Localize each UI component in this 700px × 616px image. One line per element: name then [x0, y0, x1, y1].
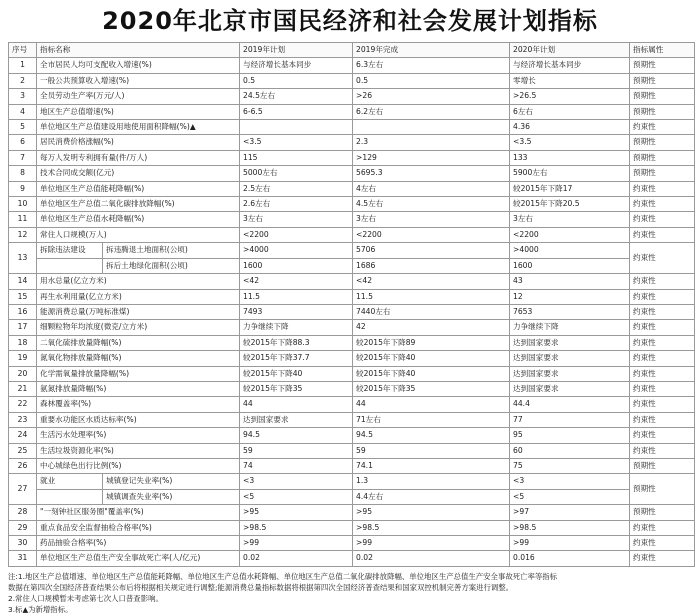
table-row: [9, 104, 695, 119]
table-header-row: [9, 43, 695, 58]
done-2019-value: 0.5: [353, 73, 510, 88]
row-number: 30: [9, 536, 37, 551]
indicator-attribute: 约束性: [630, 397, 695, 412]
row-number: 2: [9, 73, 37, 88]
table-row: [9, 458, 695, 473]
plan-2019-value: 较2015年下降37.7: [240, 351, 353, 366]
indicator-name: 再生水利用量(亿立方米): [37, 289, 240, 304]
done-2019-value: 1686: [353, 258, 510, 273]
row-number: 15: [9, 289, 37, 304]
indicator-attribute: 约束性: [630, 227, 695, 242]
done-2019-value: 71左右: [353, 412, 510, 427]
indicator-name: 常住人口规模(万人): [37, 227, 240, 242]
done-2019-value: 较2015年下降40: [353, 366, 510, 381]
plan-2020-value: 6左右: [510, 104, 630, 119]
done-2019-value: >99: [353, 536, 510, 551]
indicator-attribute: 预期性: [630, 505, 695, 520]
plan-2019-value: >99: [240, 536, 353, 551]
done-2019-value: 1.3: [353, 474, 510, 489]
table-row: [9, 551, 695, 566]
plan-2020-value: 零增长: [510, 73, 630, 88]
indicator-attribute: 预期性: [630, 474, 695, 505]
header-no: 序号: [9, 43, 37, 58]
indicator-attribute: 预期性: [630, 58, 695, 73]
table-row: [9, 397, 695, 412]
plan-2020-value: 4.36: [510, 120, 630, 135]
plan-2019-value: 59: [240, 443, 353, 458]
plan-2019-value: 6-6.5: [240, 104, 353, 119]
done-2019-value: 4.5左右: [353, 197, 510, 212]
table-row: [9, 243, 695, 258]
indicator-name: 单位地区生产总值二氧化碳排放降幅(%): [37, 197, 240, 212]
row-number: 27: [9, 474, 37, 505]
indicator-attribute: 约束性: [630, 366, 695, 381]
row-number: 31: [9, 551, 37, 566]
row-number: 9: [9, 181, 37, 196]
plan-2020-value: 43: [510, 274, 630, 289]
row-number: 19: [9, 351, 37, 366]
done-2019-value: 74.1: [353, 458, 510, 473]
table-row: [9, 120, 695, 135]
indicator-group-label: 拆除违法建设: [40, 245, 86, 255]
table-row: [9, 135, 695, 150]
indicator-name: 化学需氧量排放量降幅(%): [37, 366, 240, 381]
plan-2020-value: >97: [510, 505, 630, 520]
indicator-attribute: 约束性: [630, 120, 695, 135]
plan-2020-value: 0.016: [510, 551, 630, 566]
done-2019-value: >98.5: [353, 520, 510, 535]
done-2019-value: [353, 120, 510, 135]
indicator-name: 居民消费价格涨幅(%): [37, 135, 240, 150]
plan-2020-value: 达到国家要求: [510, 366, 630, 381]
table-body: [9, 58, 695, 566]
table-row: [9, 289, 695, 304]
plan-2019-value: <42: [240, 274, 353, 289]
indicator-attribute: 约束性: [630, 520, 695, 535]
plan-2020-value: 与经济增长基本同步: [510, 58, 630, 73]
indicator-name: 单位地区生产总值水耗降幅(%): [37, 212, 240, 227]
indicator-name: 全市居民人均可支配收入增速(%): [37, 58, 240, 73]
table-row: [9, 166, 695, 181]
plan-2020-value: 75: [510, 458, 630, 473]
indicator-attribute: 约束性: [630, 289, 695, 304]
row-number: 13: [9, 243, 37, 274]
done-2019-value: 6.2左右: [353, 104, 510, 119]
plan-2019-value: 2.5左右: [240, 181, 353, 196]
done-2019-value: >26: [353, 89, 510, 104]
row-number: 22: [9, 397, 37, 412]
indicator-attribute: 约束性: [630, 304, 695, 319]
indicator-attribute: 预期性: [630, 89, 695, 104]
indicator-name: 森林覆盖率(%): [37, 397, 240, 412]
row-number: 29: [9, 520, 37, 535]
done-2019-value: <2200: [353, 227, 510, 242]
indicator-attribute: 约束性: [630, 428, 695, 443]
indicator-name: 氨氮排放量降幅(%): [37, 381, 240, 396]
row-number: 12: [9, 227, 37, 242]
footnote-line: 数据在第四次全国经济普查结果公布后将根据相关规定进行调整;能源消费总量指标数据将根据第四次全国经济普查结果和国家双控机制完善方案进行调整。: [8, 582, 514, 592]
plan-2020-value: <3.5: [510, 135, 630, 150]
plan-2019-value: 74: [240, 458, 353, 473]
indicator-attribute: 约束性: [630, 351, 695, 366]
indicator-attribute: 预期性: [630, 458, 695, 473]
indicator-name: "一刻钟社区服务圈"覆盖率(%): [37, 505, 240, 520]
sub-indicator-name: 城镇调查失业率(%): [102, 490, 239, 504]
row-number: 5: [9, 120, 37, 135]
done-2019-value: 5695.3: [353, 166, 510, 181]
plan-2020-value: 达到国家要求: [510, 381, 630, 396]
indicator-name: 重要水功能区水质达标率(%): [37, 412, 240, 427]
row-number: 7: [9, 150, 37, 165]
plan-2019-value: 24.5左右: [240, 89, 353, 104]
plan-2019-value: 0.02: [240, 551, 353, 566]
sub-indicator-name: 拆违腾退土地面积(公顷): [102, 243, 239, 257]
indicator-attribute: 约束性: [630, 197, 695, 212]
done-2019-value: <42: [353, 274, 510, 289]
done-2019-value: 较2015年下降35: [353, 381, 510, 396]
plan-2020-value: 60: [510, 443, 630, 458]
table-row: [9, 474, 695, 489]
table-row: [9, 320, 695, 335]
plan-2019-value: 较2015年下降88.3: [240, 335, 353, 350]
indicator-attribute: 约束性: [630, 181, 695, 196]
table-row: [9, 489, 695, 504]
indicator-name: 一般公共预算收入增速(%): [37, 73, 240, 88]
plan-2020-value: >26.5: [510, 89, 630, 104]
table-row: [9, 73, 695, 88]
plan-2019-value: 1600: [240, 258, 353, 273]
table-row: [9, 258, 695, 273]
indicator-attribute: 约束性: [630, 243, 695, 274]
indicator-attribute: 约束性: [630, 335, 695, 350]
table-row: [9, 304, 695, 319]
done-2019-value: 4左右: [353, 181, 510, 196]
plan-2019-value: 44: [240, 397, 353, 412]
plan-2020-value: 7653: [510, 304, 630, 319]
indicator-name: 全员劳动生产率(万元/人): [37, 89, 240, 104]
plan-2019-value: 5000左右: [240, 166, 353, 181]
done-2019-value: 较2015年下降89: [353, 335, 510, 350]
row-number: 16: [9, 304, 37, 319]
plan-2019-value: <3.5: [240, 135, 353, 150]
plan-2020-value: 达到国家要求: [510, 351, 630, 366]
indicator-name: 中心城绿色出行比例(%): [37, 458, 240, 473]
indicator-group-spacer: [37, 259, 102, 273]
table-row: [9, 505, 695, 520]
table-row: [9, 412, 695, 427]
done-2019-value: 较2015年下降40: [353, 351, 510, 366]
footnote-line: 注:1.地区生产总值增速、单位地区生产总值能耗降幅、单位地区生产总值水耗降幅、单位地区生产总值二氧化碳排放降幅、单位地区生产总值生产安全事故死亡率等指标: [8, 571, 558, 581]
done-2019-value: 0.02: [353, 551, 510, 566]
plan-2020-value: 力争继续下降: [510, 320, 630, 335]
indicator-name: 每万人发明专利拥有量(件/万人): [37, 150, 240, 165]
plan-2019-value: >95: [240, 505, 353, 520]
header-done-2019: 2019年完成: [353, 43, 510, 58]
row-number: 4: [9, 104, 37, 119]
plan-2019-value: 与经济增长基本同步: [240, 58, 353, 73]
plan-2019-value: 0.5: [240, 73, 353, 88]
indicator-name: 氮氧化物排放量降幅(%): [37, 351, 240, 366]
indicator-name: [37, 243, 240, 258]
table-row: [9, 227, 695, 242]
indicator-attribute: 约束性: [630, 551, 695, 566]
plan-2020-value: 95: [510, 428, 630, 443]
plan-2020-value: 133: [510, 150, 630, 165]
indicator-attribute: 约束性: [630, 443, 695, 458]
indicator-name: 能源消费总量(万吨标准煤): [37, 304, 240, 319]
table-row: [9, 536, 695, 551]
table-row: [9, 89, 695, 104]
indicator-attribute: 预期性: [630, 150, 695, 165]
done-2019-value: 11.5: [353, 289, 510, 304]
indicator-name: [37, 489, 240, 504]
done-2019-value: 7440左右: [353, 304, 510, 319]
indicator-name: 用水总量(亿立方米): [37, 274, 240, 289]
plan-2019-value: 3左右: [240, 212, 353, 227]
footnotes: [8, 571, 690, 615]
plan-2019-value: 115: [240, 150, 353, 165]
plan-2019-value: <2200: [240, 227, 353, 242]
row-number: 23: [9, 412, 37, 427]
table-row: [9, 197, 695, 212]
indicator-name: 地区生产总值增速(%): [37, 104, 240, 119]
table-row: [9, 335, 695, 350]
plan-2019-value: [240, 120, 353, 135]
row-number: 18: [9, 335, 37, 350]
table-row: [9, 428, 695, 443]
plan-2019-value: >98.5: [240, 520, 353, 535]
header-plan-2020: 2020年计划: [510, 43, 630, 58]
header-attribute: 指标属性: [630, 43, 695, 58]
table-row: [9, 443, 695, 458]
row-number: 28: [9, 505, 37, 520]
indicator-name: 重点食品安全监督抽检合格率(%): [37, 520, 240, 535]
plan-2020-value: <5: [510, 489, 630, 504]
row-number: 6: [9, 135, 37, 150]
indicator-name: 细颗粒物年均浓度(微克/立方米): [37, 320, 240, 335]
plan-2020-value: 较2015年下降17: [510, 181, 630, 196]
row-number: 11: [9, 212, 37, 227]
indicator-attribute: 预期性: [630, 166, 695, 181]
footnote-line: 2.常住人口规模暂未考虑第七次人口普查影响。: [8, 593, 163, 603]
indicator-attribute: 约束性: [630, 536, 695, 551]
plan-2019-value: 较2015年下降40: [240, 366, 353, 381]
header-name: 指标名称: [37, 43, 240, 58]
done-2019-value: >95: [353, 505, 510, 520]
plan-2020-value: 5900左右: [510, 166, 630, 181]
indicator-attribute: 约束性: [630, 320, 695, 335]
table-row: [9, 181, 695, 196]
done-2019-value: 3左右: [353, 212, 510, 227]
indicator-attribute: 预期性: [630, 135, 695, 150]
row-number: 21: [9, 381, 37, 396]
indicator-name: [37, 258, 240, 273]
row-number: 14: [9, 274, 37, 289]
plan-2020-value: 12: [510, 289, 630, 304]
footnote-line: 3.标▲为新增指标。: [8, 604, 73, 614]
row-number: 10: [9, 197, 37, 212]
table-row: [9, 58, 695, 73]
table-row: [9, 274, 695, 289]
table-row: [9, 366, 695, 381]
plan-2020-value: >98.5: [510, 520, 630, 535]
done-2019-value: 94.5: [353, 428, 510, 443]
indicator-name: 生活污水处理率(%): [37, 428, 240, 443]
plan-2019-value: <3: [240, 474, 353, 489]
plan-2019-value: 较2015年下降35: [240, 381, 353, 396]
indicator-group-spacer: [37, 490, 102, 504]
indicator-name: 技术合同成交额(亿元): [37, 166, 240, 181]
plan-2019-value: <5: [240, 489, 353, 504]
indicator-attribute: 预期性: [630, 104, 695, 119]
done-2019-value: 44: [353, 397, 510, 412]
done-2019-value: 5706: [353, 243, 510, 258]
plan-2019-value: 力争继续下降: [240, 320, 353, 335]
page-title: 2020年北京市国民经济和社会发展计划指标: [102, 7, 598, 35]
indicator-name: 二氧化硫排放量降幅(%): [37, 335, 240, 350]
sub-indicator-name: 城镇登记失业率(%): [102, 474, 239, 488]
plan-2020-value: >99: [510, 536, 630, 551]
plan-2020-value: 较2015年下降20.5: [510, 197, 630, 212]
table-row: [9, 351, 695, 366]
indicator-attribute: 预期性: [630, 73, 695, 88]
indicator-attribute: 约束性: [630, 412, 695, 427]
done-2019-value: 2.3: [353, 135, 510, 150]
indicator-name: 药品抽验合格率(%): [37, 536, 240, 551]
plan-2019-value: 达到国家要求: [240, 412, 353, 427]
plan-2020-value: 77: [510, 412, 630, 427]
plan-2020-value: 达到国家要求: [510, 335, 630, 350]
row-number: 8: [9, 166, 37, 181]
done-2019-value: 6.3左右: [353, 58, 510, 73]
row-number: 1: [9, 58, 37, 73]
indicator-name: 单位地区生产总值生产安全事故死亡率(人/亿元): [37, 551, 240, 566]
done-2019-value: 42: [353, 320, 510, 335]
indicator-attribute: 约束性: [630, 381, 695, 396]
sub-indicator-name: 拆后土地绿化面积(公顷): [102, 259, 239, 273]
table-row: [9, 150, 695, 165]
plan-2020-value: 3左右: [510, 212, 630, 227]
row-number: 24: [9, 428, 37, 443]
plan-2020-value: >4000: [510, 243, 630, 258]
indicator-table: [8, 42, 695, 567]
plan-2020-value: <2200: [510, 227, 630, 242]
row-number: 17: [9, 320, 37, 335]
plan-2019-value: 7493: [240, 304, 353, 319]
indicator-name: [37, 474, 240, 489]
header-plan-2019: 2019年计划: [240, 43, 353, 58]
row-number: 3: [9, 89, 37, 104]
plan-2020-value: 1600: [510, 258, 630, 273]
plan-2019-value: 11.5: [240, 289, 353, 304]
row-number: 26: [9, 458, 37, 473]
plan-2019-value: 2.6左右: [240, 197, 353, 212]
table-row: [9, 520, 695, 535]
row-number: 20: [9, 366, 37, 381]
done-2019-value: >129: [353, 150, 510, 165]
indicator-attribute: 约束性: [630, 274, 695, 289]
plan-2019-value: >4000: [240, 243, 353, 258]
indicator-group-label: 就业: [40, 476, 56, 486]
plan-2019-value: 94.5: [240, 428, 353, 443]
indicator-name: 单位地区生产总值建设用地使用面积降幅(%)▲: [37, 120, 240, 135]
table-row: [9, 381, 695, 396]
table-row: [9, 212, 695, 227]
plan-2020-value: 44.4: [510, 397, 630, 412]
indicator-name: 单位地区生产总值能耗降幅(%): [37, 181, 240, 196]
indicator-name: 生活垃圾资源化率(%): [37, 443, 240, 458]
indicator-attribute: 约束性: [630, 212, 695, 227]
done-2019-value: 4.4左右: [353, 489, 510, 504]
plan-2020-value: <3: [510, 474, 630, 489]
row-number: 25: [9, 443, 37, 458]
done-2019-value: 59: [353, 443, 510, 458]
